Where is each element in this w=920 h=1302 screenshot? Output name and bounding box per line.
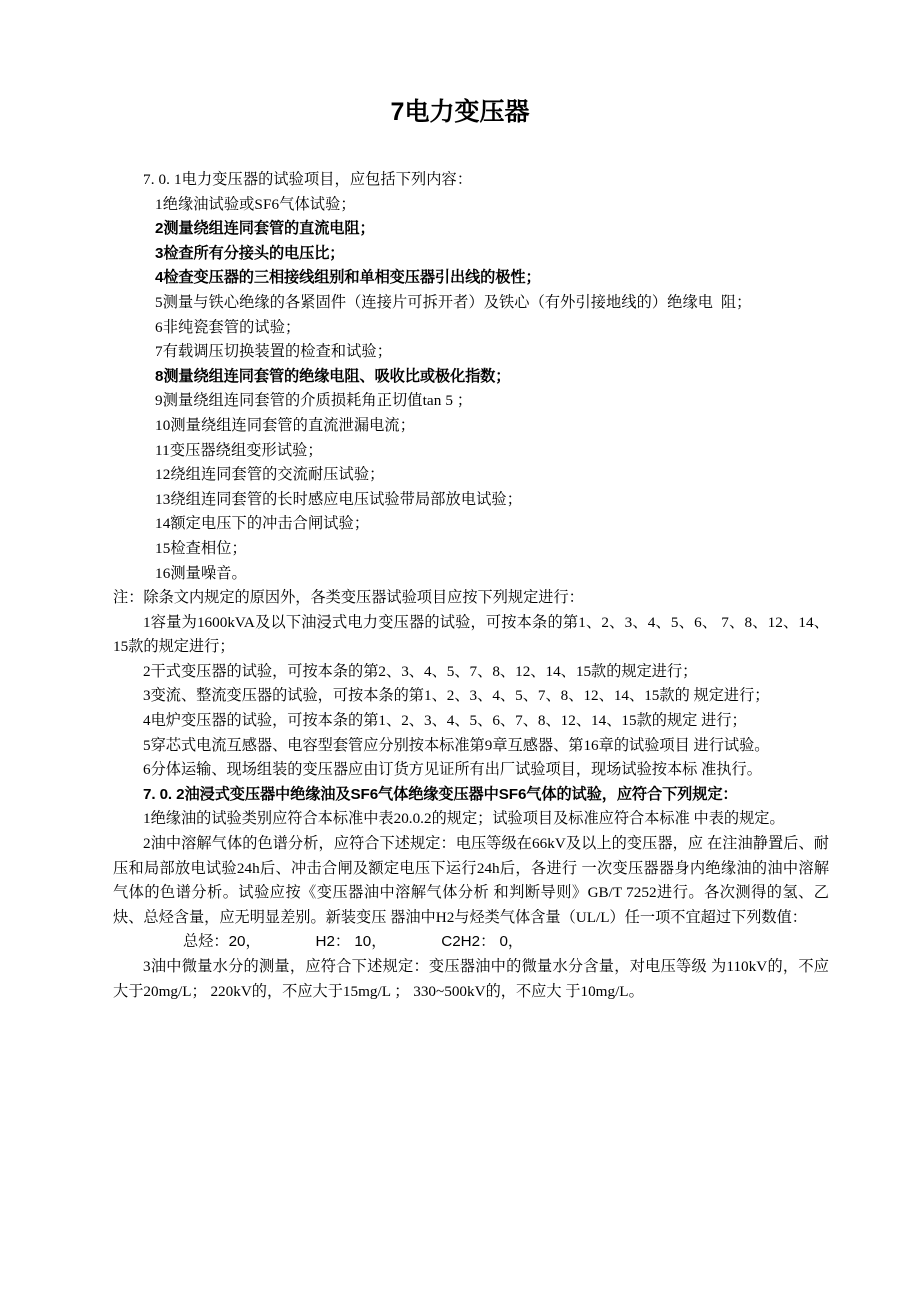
clause-701-item-2: 2测量绕组连同套管的直流电阻； <box>155 220 375 238</box>
gas-limits-row: 总烃：20， H2： 10， C2H2： 0， <box>183 933 524 951</box>
clause-702-item-2: 2油中溶解气体的色谱分析，应符合下述规定：电压等级在66kV及以上的变压器，应 在注油静置后、耐压和局部放电试验24h后、冲击合闸及额定电压下运行24h后，各进行 一次变压器器身内绝缘油的油中溶解气体的色谱分析。试验应按《变压器油中溶解气体分析 和判断导则》GB/T 7252进行。各次测得的氢、乙炔、总烃含量，应无明显差别。新装变压 器油中H2与烃类气体含量（UL/L）任一项不宜超过下列数值： <box>113 835 829 926</box>
clause-701-item-12: 12绕组连同套管的交流耐压试验； <box>155 466 385 484</box>
clause-701-item-11: 11变压器绕组变形试验； <box>155 441 323 459</box>
clause-701-item-15: 15检查相位； <box>155 539 247 557</box>
page-title: 7电力变压器 <box>390 98 530 126</box>
clause-701-item-14: 14额定电压下的冲击合闸试验； <box>155 515 370 533</box>
note-item-5: 5穿芯式电流互感器、电容型套管应分别按本标准第9章互感器、第16章的试验项目 进行试验。 <box>143 736 770 754</box>
clause-702-heading: 7. 0. 2油浸式变压器中绝缘油及SF6气体绝缘变压器中SF6气体的试验，应符合下列规定： <box>143 785 738 803</box>
clause-701-item-5: 5测量与铁心绝缘的各紧固件（连接片可拆开者）及铁心（有外引接地线的）绝缘电 阻； <box>155 293 752 311</box>
clause-701-heading: 7. 0. 1电力变压器的试验项目，应包括下列内容： <box>143 171 473 188</box>
clause-701-item-1: 1绝缘油试验或SF6气体试验； <box>155 195 356 213</box>
clause-701-item-13: 13绕组连同套管的长时感应电压试验带局部放电试验； <box>155 490 522 508</box>
clause-701-item-4: 4检查变压器的三相接线组别和单相变压器引出线的极性； <box>155 269 541 287</box>
note-lead: 注：除条文内规定的原因外，各类变压器试验项目应按下列规定进行： <box>113 589 584 607</box>
note-item-3: 3变流、整流变压器的试验，可按本条的第1、2、3、4、5、7、8、12、14、15款的 规定进行； <box>143 687 770 705</box>
note-item-2: 2干式变压器的试验，可按本条的第2、3、4、5、7、8、12、14、15款的规定进行； <box>143 662 698 680</box>
note-item-1: 1容量为1600kVA及以下油浸式电力变压器的试验，可按本条的第1、2、3、4、5、6、 7、8、12、14、15款的规定进行； <box>113 613 829 656</box>
clause-702-item-1: 1绝缘油的试验类别应符合本标准中表20.0.2的规定；试验项目及标准应符合本标准 中表的规定。 <box>143 810 785 828</box>
clause-701-item-7: 7有载调压切换装置的检查和试验； <box>155 343 393 361</box>
clause-701-item-6: 6非纯瓷套管的试验； <box>155 318 301 336</box>
clause-701-item-10: 10测量绕组连同套管的直流泄漏电流； <box>155 416 415 434</box>
note-item-6: 6分体运输、现场组装的变压器应由订货方见证所有出厂试验项目，现场试验按本标 准执行。 <box>143 761 762 779</box>
clause-701-item-8: 8测量绕组连同套管的绝缘电阻、吸收比或极化指数； <box>155 367 511 385</box>
document-body <box>113 168 829 1004</box>
note-item-4: 4电炉变压器的试验，可按本条的第1、2、3、4、5、6、7、8、12、14、15款的规定 进行； <box>143 712 747 730</box>
clause-701-item-3: 3检查所有分接头的电压比； <box>155 244 345 262</box>
clause-701-item-16: 16测量噪音。 <box>155 564 247 582</box>
clause-702-item-3: 3油中微量水分的测量，应符合下述规定：变压器油中的微量水分含量，对电压等级 为110kV的，不应大于20mg/L； 220kV的，不应大于15mg/L ； 330~500kV的，不应大 于10mg/L。 <box>113 958 829 1000</box>
clause-701-item-9: 9测量绕组连同套管的介质损耗角正切值tan 5 ； <box>155 392 473 410</box>
